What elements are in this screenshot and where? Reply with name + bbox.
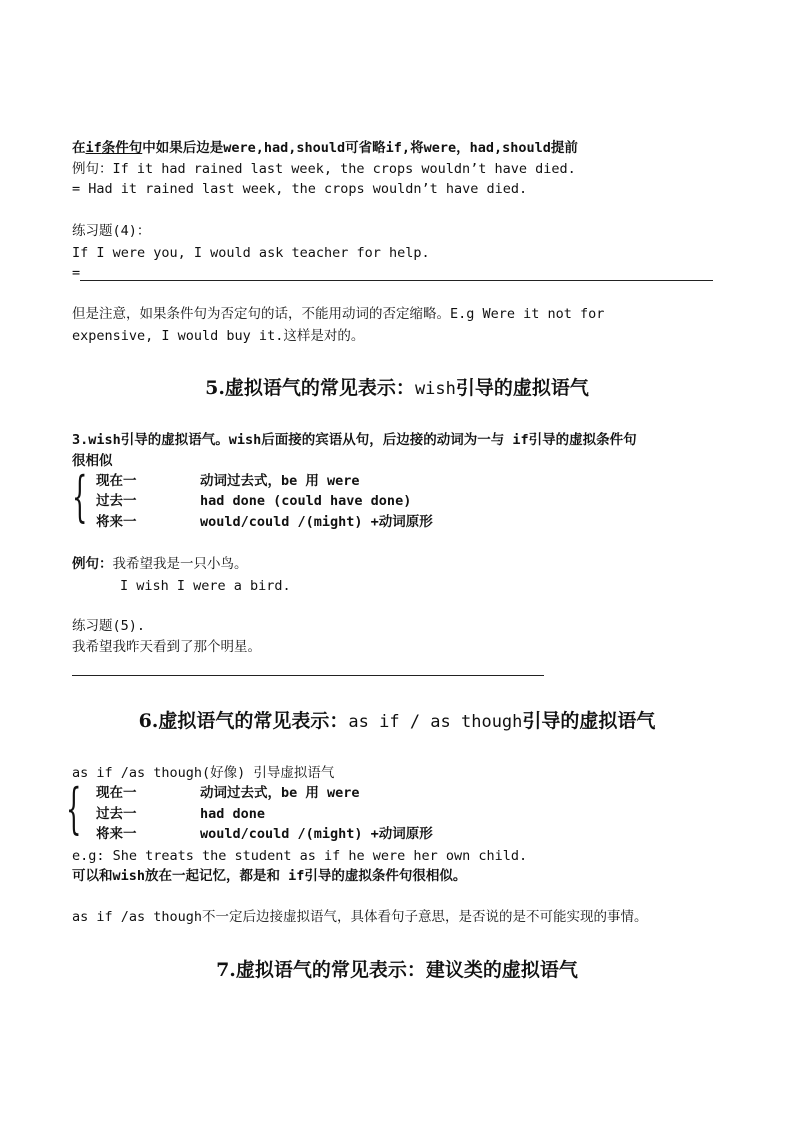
- asif-intro: as if /as though(好像) 引导虚拟语气: [72, 765, 335, 781]
- asif-memory-note: 可以和wish放在一起记忆，都是和 if引导的虚拟条件句很相似。: [72, 868, 467, 884]
- heading-7: 7.虚拟语气的常见表示：建议类的虚拟语气: [216, 959, 578, 981]
- asif-time-1: 过去一: [96, 806, 137, 822]
- note-negative-line1: 但是注意，如果条件句为否定句的话，不能用动词的否定缩略。E.g Were it not for: [72, 306, 605, 322]
- asif-form-1: had done: [200, 806, 266, 822]
- example-if-line2: = Had it rained last week, the crops wouldn’t have died.: [72, 181, 528, 197]
- wish-form-1: had done (could have done): [200, 493, 412, 509]
- wish-para-line1: 3.wish引导的虚拟语气。wish后面接的宾语从句，后边接的动词为一与 if引导的虚拟条件句: [72, 432, 637, 448]
- exercise4-answer-line: [80, 280, 713, 281]
- asif-form-0: 动词过去式，be 用 were: [200, 785, 360, 801]
- wish-example-en: I wish I were a bird.: [120, 578, 291, 594]
- rule-prefix: 在: [72, 140, 86, 156]
- asif-time-2: 将来一: [96, 826, 137, 842]
- wish-form-2: would/could /(might) +动词原形: [200, 514, 433, 530]
- if-clause-rule: [72, 139, 578, 157]
- wish-time-2: 将来一: [96, 514, 137, 530]
- wish-example-zh: 我希望我是一只小鸟。: [112, 556, 248, 572]
- wish-time-1: 过去一: [96, 493, 137, 509]
- asif-form-2: would/could /(might) +动词原形: [200, 826, 433, 842]
- heading-6: 6.虚拟语气的常见表示：as if / as though引导的虚拟语气: [138, 710, 656, 732]
- wish-form-0: 动词过去式，be 用 were: [200, 473, 360, 489]
- exercise4-title: 练习题(4)：: [72, 223, 151, 239]
- asif-note: as if /as though不一定后边接虚拟语气，具体看句子意思，是否说的是不可能实现的事情。: [72, 909, 648, 925]
- asif-example: e.g: She treats the student as if he were her own child.: [72, 848, 528, 864]
- example-if-line1: 例句：If it had rained last week, the crops wouldn’t have died.: [72, 161, 576, 177]
- rule-if-keyword: if条件句: [85, 140, 143, 156]
- asif-time-0: 现在一: [96, 785, 137, 801]
- note-negative-line2: expensive, I would buy it.这样是对的。: [72, 328, 365, 344]
- wish-example: [72, 555, 248, 573]
- exercise5-title: 练习题(5).: [72, 618, 146, 634]
- rule-rest: 中如果后边是were,had,should可省略if,将were，had,should提前: [142, 140, 578, 156]
- exercise5-sentence: 我希望我昨天看到了那个明星。: [72, 639, 261, 655]
- wish-time-0: 现在一: [96, 473, 137, 489]
- asif-brace: {: [66, 777, 82, 840]
- heading-5: 5.虚拟语气的常见表示：wish引导的虚拟语气: [205, 377, 589, 399]
- exercise5-answer-line: [72, 675, 544, 676]
- exercise4-eq: =: [72, 265, 81, 281]
- exercise4-sentence: If I were you, I would ask teacher for help.: [72, 245, 430, 261]
- wish-brace: {: [72, 465, 88, 528]
- wish-para-line2: 很相似: [72, 453, 113, 469]
- wish-example-label: 例句：: [72, 556, 113, 572]
